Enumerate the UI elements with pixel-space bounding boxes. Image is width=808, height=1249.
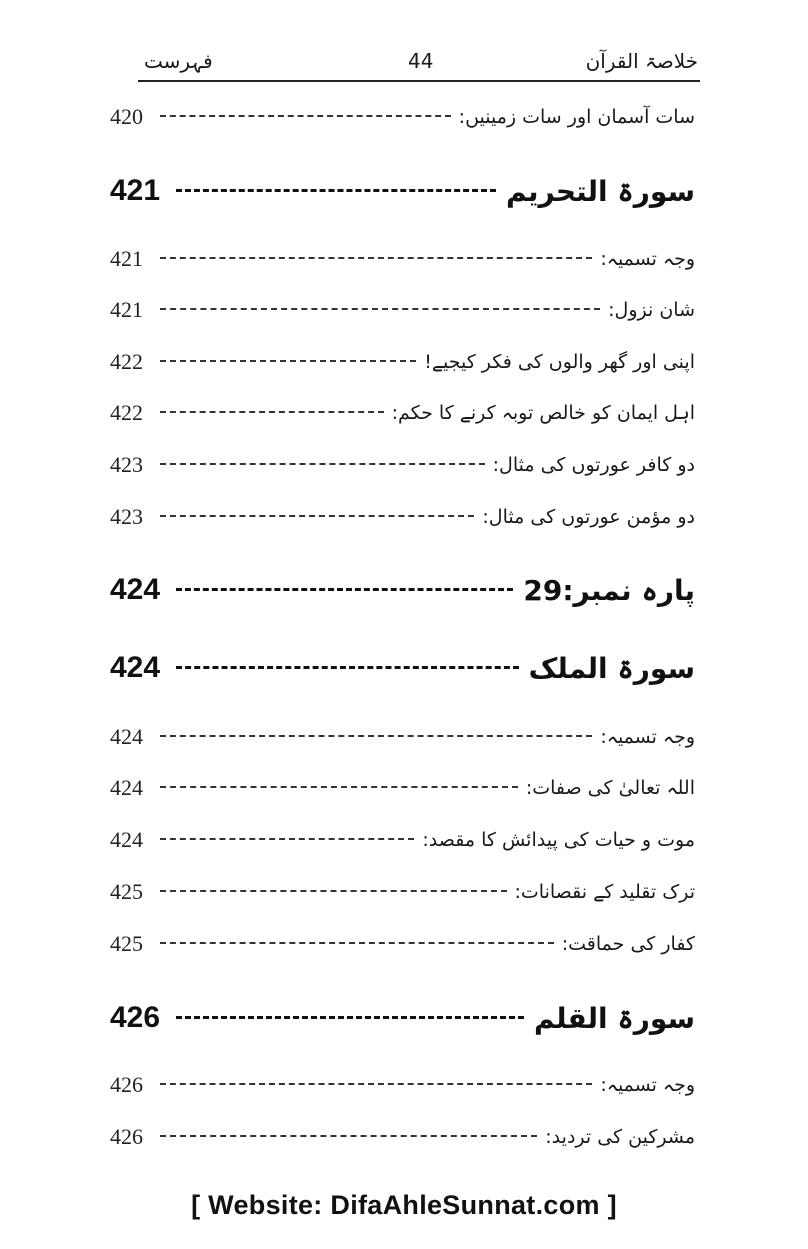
toc-para-heading: [110, 562, 695, 618]
toc-page: 426: [110, 1001, 161, 1034]
toc-page: 424: [110, 827, 143, 852]
leader-line: [176, 1016, 524, 1019]
toc-entry: [110, 497, 695, 537]
toc-entry: [110, 872, 695, 912]
toc-page: 420: [110, 104, 143, 129]
toc-page: 421: [110, 174, 161, 207]
leader-line: [176, 189, 496, 192]
leader-line: [160, 838, 414, 840]
toc-surah-heading: [110, 640, 695, 696]
toc-entry: [110, 717, 695, 757]
section-title: فہرست: [144, 49, 213, 73]
toc-entry: [110, 290, 695, 330]
toc-page: 423: [110, 504, 143, 529]
toc-entry: [110, 768, 695, 808]
toc-title: موت و حیات کی پیدائش کا مقصد:: [422, 829, 695, 851]
leader-line: [160, 411, 384, 413]
leader-line: [160, 1083, 592, 1085]
toc-page: 426: [110, 1124, 143, 1149]
leader-line: [160, 463, 485, 465]
toc-title: سورۃ الملک: [528, 651, 695, 685]
toc-title: وجہ تسمیہ:: [600, 1074, 695, 1096]
toc-page: 424: [110, 724, 143, 749]
toc-title: کفار کی حماقت:: [561, 933, 695, 955]
leader-line: [160, 257, 592, 259]
toc-page: 426: [110, 1072, 143, 1097]
toc-page: 424: [110, 651, 161, 684]
toc-page: 421: [110, 246, 143, 271]
toc-entry: [110, 445, 695, 485]
toc-title: پارہ نمبر:29: [523, 573, 695, 607]
leader-line: [160, 308, 600, 310]
toc-title: دو مؤمن عورتوں کی مثال:: [482, 506, 695, 528]
toc-surah-heading: [110, 990, 695, 1046]
leader-line: [176, 588, 513, 591]
toc-page: 423: [110, 452, 143, 477]
leader-line: [160, 115, 451, 117]
toc-title: سورۃ التحریم: [506, 174, 695, 208]
toc-title: دو کافر عورتوں کی مثال:: [492, 454, 695, 476]
leader-line: [176, 666, 519, 669]
toc-entry: [110, 1117, 695, 1157]
toc-page: 421: [110, 297, 143, 322]
toc-page: 422: [110, 400, 143, 425]
toc-entry: [110, 393, 695, 433]
leader-line: [160, 786, 518, 788]
toc-page: 424: [110, 775, 143, 800]
toc-entry: [110, 239, 695, 279]
toc-title: وجہ تسمیہ:: [600, 726, 695, 748]
toc-entry: [110, 342, 695, 382]
toc-title: مشرکین کی تردید:: [545, 1126, 695, 1148]
toc-title: وجہ تسمیہ:: [600, 248, 695, 270]
leader-line: [160, 1135, 537, 1137]
toc-entry: [110, 820, 695, 860]
leader-line: [160, 890, 507, 892]
page-number: 44: [408, 49, 434, 73]
toc-title: سات آسمان اور سات زمینیں:: [458, 106, 695, 128]
toc-page: 422: [110, 349, 143, 374]
toc-title: اہل ایمان کو خالص توبہ کرنے کا حکم:: [391, 402, 695, 424]
toc-title: اللہ تعالیٰ کی صفات:: [525, 777, 695, 799]
book-title: خلاصۃ القرآن: [585, 49, 698, 73]
leader-line: [160, 360, 416, 362]
toc-title: ترک تقلید کے نقصانات:: [514, 881, 695, 903]
toc-title: شان نزول:: [608, 299, 695, 321]
website-footer: [ Website: DifaAhleSunnat.com ]: [191, 1190, 617, 1220]
toc-page: 424: [110, 573, 161, 606]
toc-entry: [110, 1065, 695, 1105]
toc-page: 425: [110, 931, 143, 956]
toc-title: سورۃ القلم: [533, 1001, 695, 1035]
toc-surah-heading: [110, 163, 695, 219]
toc-page: 425: [110, 879, 143, 904]
toc-entry: [110, 97, 695, 137]
toc-entry: [110, 924, 695, 964]
leader-line: [160, 942, 554, 944]
leader-line: [160, 515, 474, 517]
leader-line: [160, 735, 592, 737]
page-header: [138, 46, 700, 82]
toc-title: اپنی اور گھر والوں کی فکر کیجیے!: [424, 351, 695, 373]
